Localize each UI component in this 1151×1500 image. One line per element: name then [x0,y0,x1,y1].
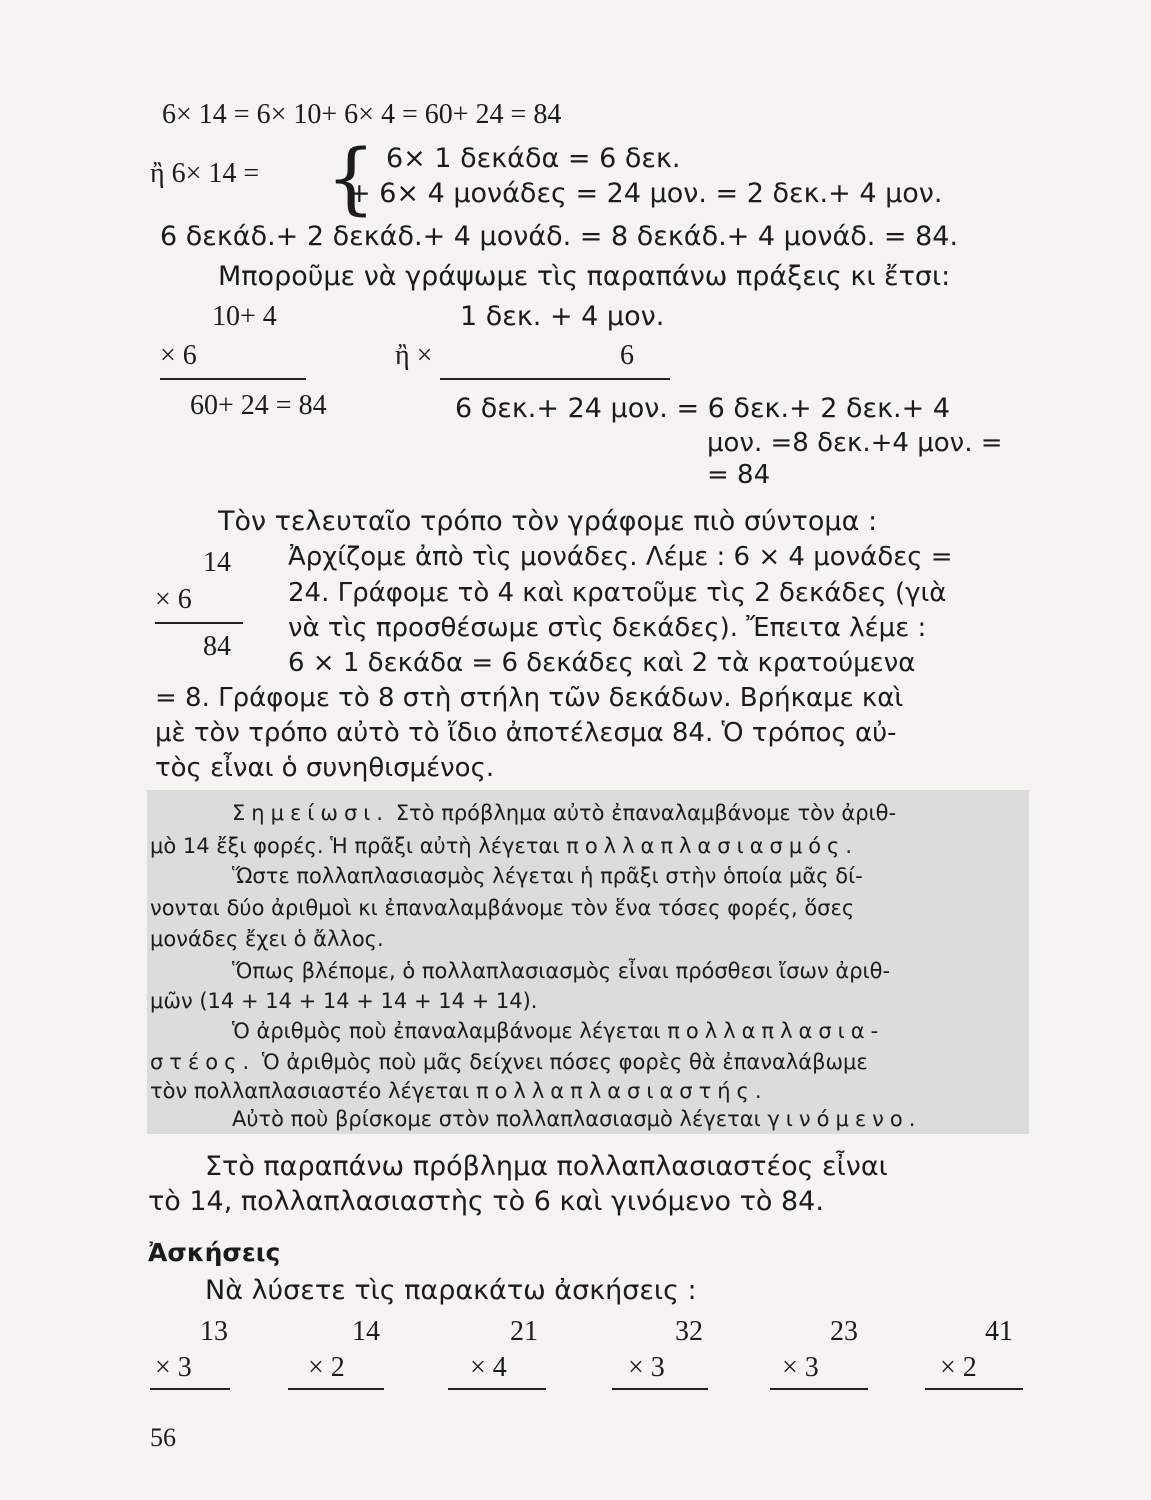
short-text-3: νὰ τὶς προσθέσωμε στὶς δεκάδες). Ἔπειτα λέμε : [288,613,927,643]
vertical1-result: 60+ 24 = 84 [190,390,327,421]
note-line-1-text: Στὸ πρόβλημα αὐτὸ ἐπαναλαμβάνομε τὸν ἀριθ- [395,801,897,825]
short-col-rule [155,622,243,624]
vertical2-rule [440,378,670,380]
note-line-8-text: Ὁ ἀριθμὸς ποὺ ἐπαναλαμβάνομε λέγεται [232,1019,661,1043]
note-line-6: Ὅπως βλέπομε, ὁ πολλαπλασιασμὸς εἶναι πρόσθεσι ἴσων ἀριθ- [232,959,891,983]
note-term-multiplicand-a: πολλαπλασια- [667,1019,885,1043]
calc-alt-row-1: 6× 1 δεκάδα = 6 δεκ. [386,143,681,174]
exercise-6-top: 41 [985,1316,1013,1347]
note-term-multiplication: πολλαπλασιασμός. [566,834,859,858]
exercise-3-top: 21 [510,1316,538,1347]
short-col-multiplier: × 6 [155,584,192,615]
short-col-top: 14 [203,547,231,578]
conclusion-line-1: Στὸ παραπάνω πρόβλημα πολλαπλασιαστέος εἶναι [205,1151,888,1182]
exercise-1-multiplier: × 3 [155,1352,192,1383]
note-term-multiplicand-b: στέος. [150,1050,256,1074]
brace-icon: { [326,134,376,224]
note-line-5: μονάδες ἔχει ὁ ἄλλος. [150,927,384,951]
note-line-7: μῶν (14 + 14 + 14 + 14 + 14 + 14). [150,989,538,1013]
vertical2-result-1: 6 δεκ.+ 24 μον. = 6 δεκ.+ 2 δεκ.+ 4 [455,393,950,424]
vertical1-multiplier: × 6 [160,340,197,371]
calc-alt-prefix: ἢ 6× 14 = [150,158,260,189]
calc-line-3: 6 δεκάδ.+ 2 δεκάδ.+ 4 μονάδ. = 8 δεκάδ.+ 4 μονάδ. = 84. [160,221,959,252]
exercises-heading: Ἀσκήσεις [148,1238,281,1267]
note-line-11-text: Αὐτὸ ποὺ βρίσκομε στὸν πολλαπλασιασμὸ λέγεται [232,1107,761,1131]
exercise-3-multiplier: × 4 [470,1352,507,1383]
calc-line-1: 6× 14 = 6× 10+ 6× 4 = 60+ 24 = 84 [162,99,562,130]
exercise-2-rule [288,1388,384,1390]
note-term-note: Σημείωσι. [232,801,390,825]
short-text-4: 6 × 1 δεκάδα = 6 δεκάδες καὶ 2 τὰ κρατούμενα [288,648,916,678]
exercise-6-multiplier: × 2 [940,1352,977,1383]
short-text-6: μὲ τὸν τρόπο αὐτὸ τὸ ἴδιο ἀποτέλεσμα 84. Ὁ τρόπος αὐ- [155,718,897,748]
exercise-4-multiplier: × 3 [628,1352,665,1383]
exercise-3-rule [448,1388,546,1390]
short-text-1: Ἀρχίζομε ἀπὸ τὶς μονάδες. Λέμε : 6 × 4 μονάδες = [288,542,953,572]
short-text-7: τὸς εἶναι ὁ συνηθισμένος. [155,753,495,783]
exercise-5-top: 23 [830,1316,858,1347]
note-line-11 [232,1109,921,1130]
page-number: 56 [150,1423,176,1452]
exercise-5-rule [770,1388,868,1390]
vertical2-top: 1 δεκ. + 4 μον. [460,301,665,332]
note-line-3: Ὥστε πολλαπλασιασμὸς λέγεται ἡ πρᾶξι στὴν ὁποία μᾶς δί- [232,864,863,888]
short-col-result: 84 [203,631,231,662]
vertical2-or-label: ἢ × [395,340,433,371]
short-text-2: 24. Γράφομε τὸ 4 καὶ κρατοῦμε τὶς 2 δεκάδες (γιὰ [288,578,947,608]
exercise-6-rule [925,1388,1023,1390]
note-line-8 [232,1021,884,1042]
note-line-10-text: τὸν πολλαπλασιαστέο λέγεται [150,1079,470,1103]
note-line-9 [150,1052,868,1073]
vertical1-top: 10+ 4 [212,301,277,332]
exercise-1-top: 13 [200,1316,228,1347]
vertical2-multiplier: 6 [620,340,634,371]
short-method-intro: Τὸν τελευταῖο τρόπο τὸν γράφομε πιὸ σύντομα : [218,506,878,537]
short-text-5: = 8. Γράφομε τὸ 8 στὴ στήλη τῶν δεκάδων. Βρήκαμε καὶ [155,683,904,713]
vertical1-rule [160,378,306,380]
vertical2-result-3: = 84 [707,460,771,490]
conclusion-line-2: τὸ 14, πολλαπλασιαστὴς τὸ 6 καὶ γινόμενο τὸ 84. [148,1186,824,1217]
intro-columns: Μποροῦμε νὰ γράψωμε τὶς παραπάνω πράξεις κι ἔτσι: [218,261,951,292]
exercise-4-rule [612,1388,708,1390]
note-line-4: νονται δύο ἀριθμοὶ κι ἐπαναλαμβάνομε τὸν ἕνα τόσες φορές, ὅσες [150,896,855,920]
calc-alt-row-2: + 6× 4 μονάδες = 24 μον. = 2 δεκ.+ 4 μον. [348,178,943,209]
note-term-multiplier: πολλαπλασιαστής. [475,1079,768,1103]
exercise-1-rule [150,1388,230,1390]
note-line-1 [232,803,896,824]
exercise-2-multiplier: × 2 [308,1352,345,1383]
exercise-5-multiplier: × 3 [782,1352,819,1383]
exercise-2-top: 14 [352,1316,380,1347]
note-term-product: γινόμενο. [767,1107,922,1131]
note-line-10 [150,1081,768,1102]
vertical2-result-2: μον. =8 δεκ.+4 μον. = [707,428,1003,458]
note-line-2 [150,836,858,857]
note-line-2-text: μὸ 14 ἔξι φορές. Ἡ πρᾶξι αὐτὴ λέγεται [150,834,560,858]
exercise-4-top: 32 [675,1316,703,1347]
exercises-instruction: Νὰ λύσετε τὶς παρακάτω ἀσκήσεις : [205,1275,697,1306]
note-line-9-text: Ὁ ἀριθμὸς ποὺ μᾶς δείχνει πόσες φορὲς θὰ ἐπαναλάβωμε [261,1050,868,1074]
